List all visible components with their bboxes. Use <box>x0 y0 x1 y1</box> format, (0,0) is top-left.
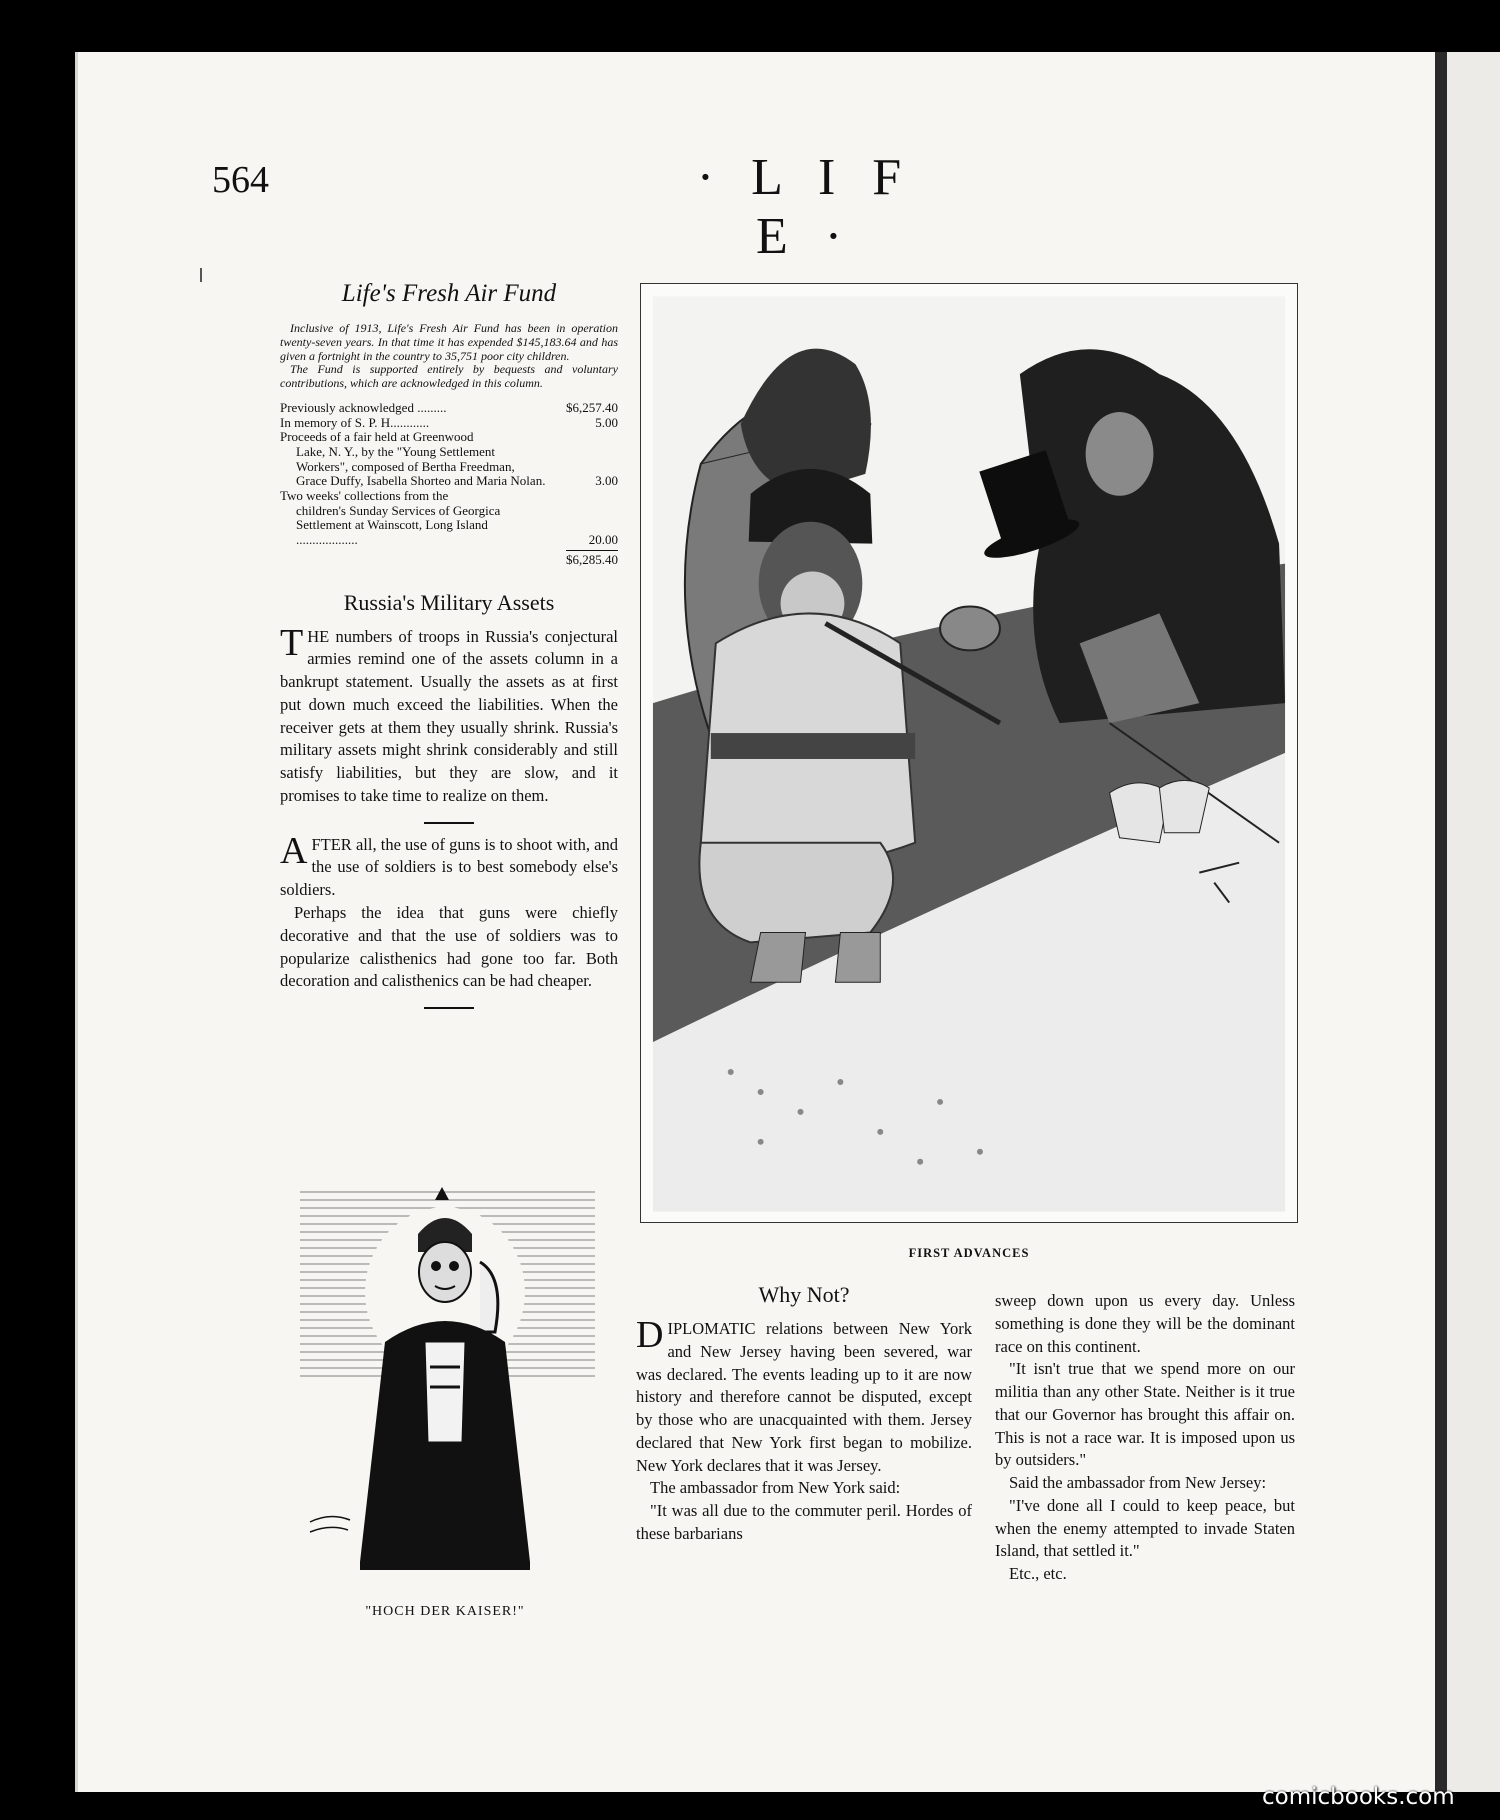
fund-entry-amount: 5.00 <box>595 414 618 430</box>
russia-paragraph-1-text: HE numbers of troops in Russia's conjectural armies remind one of the assets column in a bankrupt statement. Usually the assets as at first put down much exceed the liabilities. When the receiver gets at them they usually shrink. Russia's military assets might shrink considerably and still satisfy liabilities, but they are slow, and it promises to take time to realize on them. <box>280 626 618 805</box>
fund-entry-description: Previously acknowledged ......... <box>280 399 447 415</box>
fund-intro-paragraph: Inclusive of 1913, Life's Fresh Air Fund has been in operation twenty-seven years. In that time it has expended $145,183.64 and has given a fortnight in the country to 35,751 poor city children. <box>280 321 618 363</box>
why-not-title: Why Not? <box>758 1282 850 1307</box>
fund-entry-continuation: children's Sunday Services of Georgica Settlement at Wainscott, Long Island ................... <box>296 502 501 548</box>
russia-paragraph-3: Perhaps the idea that guns were chiefly decorative and that the use of soldiers was to popularize calisthenics had gone too far. Both decoration and calisthenics can be had cheaper. <box>280 902 618 991</box>
fund-entry-continuation: Lake, N. Y., by the "Young Settlement Workers", composed of Bertha Freedman, Grace Duffy, Isabella Shorteo and Maria Nolan. <box>296 444 546 489</box>
russia-article-title: Russia's Military Assets <box>343 589 555 615</box>
why-not-paragraph-2: The ambassador from New York said: <box>650 1478 901 1498</box>
fund-entry-description: Proceeds of a fair held at Greenwood <box>280 429 474 445</box>
why-not-paragraph-7: "I've done all I could to keep peace, but when the enemy attempted to invade Staten Island, that settled it." <box>995 1495 1295 1561</box>
fund-total: $6,285.40 <box>566 551 618 567</box>
fund-entries-list <box>280 401 618 568</box>
masthead-title: · L I F E · <box>696 149 914 265</box>
section-divider <box>424 822 474 824</box>
print-mark <box>200 268 202 282</box>
left-column <box>280 280 618 1019</box>
page-gutter-shadow <box>1435 52 1447 1792</box>
drop-cap: D <box>636 1314 664 1356</box>
page-number: 564 <box>212 159 269 201</box>
fund-entry <box>280 430 618 489</box>
why-not-paragraph-1-text: IPLOMATIC relations between New York and New Jersey having been severed, war was declared. The events leading up to it are now history and therefore cannot be disputed, except by those who are unacquainted with them. Jersey declared that New York first began to mobilize. New York declares that it was Jersey. <box>636 1319 972 1475</box>
fund-entry <box>280 401 618 416</box>
fund-entry-amount: 20.00 <box>588 532 618 548</box>
fund-entry <box>280 489 618 548</box>
kaiser-cartoon-illustration <box>290 1182 605 1592</box>
fresh-air-fund-title: Life's Fresh Air Fund <box>341 280 557 307</box>
site-watermark: comicbooks.com <box>1262 1784 1455 1810</box>
russia-paragraph-2-text: FTER all, the use of guns is to shoot with, and the use of soldiers is to best somebody else's soldiers. <box>280 834 618 900</box>
fund-entry-amount: $6,257.40 <box>566 399 618 415</box>
why-not-paragraph-4: sweep down upon us every day. Unless something is done they will be the dominant race on this continent. <box>995 1291 1295 1356</box>
why-not-paragraph-5: "It isn't true that we spend more on our militia than any other State. Neither is it true that our Governor has brought this affair on. This is not a race war. It is imposed upon us by outsiders." <box>995 1359 1295 1470</box>
why-not-text-1 <box>636 1314 972 1546</box>
fund-entry-amount: 3.00 <box>595 473 618 489</box>
russia-paragraph-2 <box>280 829 618 902</box>
section-divider <box>424 1007 474 1009</box>
kaiser-cartoon-caption: "HOCH DER KAISER!" <box>365 1604 525 1619</box>
fund-entry <box>280 416 618 431</box>
fund-intro-paragraph-2: The Fund is supported entirely by bequests and voluntary contributions, which are acknowledged in this column. <box>280 362 618 391</box>
first-advances-caption: FIRST ADVANCES <box>908 1246 1030 1260</box>
russia-paragraph-1 <box>280 621 618 808</box>
first-advances-illustration <box>640 283 1298 1223</box>
fund-entry-description: In memory of S. P. H............ <box>280 414 430 430</box>
why-not-paragraph-8: Etc., etc. <box>1009 1564 1067 1584</box>
why-not-column-1 <box>636 1282 972 1546</box>
why-not-column-2 <box>995 1290 1295 1586</box>
why-not-paragraph-3: "It was all due to the commuter peril. Hordes of these barbarians <box>636 1501 972 1543</box>
why-not-paragraph-6: Said the ambassador from New Jersey: <box>1009 1473 1267 1493</box>
why-not-paragraph-1 <box>636 1314 972 1477</box>
adjacent-page-edge <box>1447 52 1500 1792</box>
drop-cap: A <box>280 829 308 872</box>
fund-entry-description: Two weeks' collections from the <box>280 488 449 504</box>
drop-cap: T <box>280 621 304 664</box>
why-not-text-2 <box>995 1290 1295 1586</box>
